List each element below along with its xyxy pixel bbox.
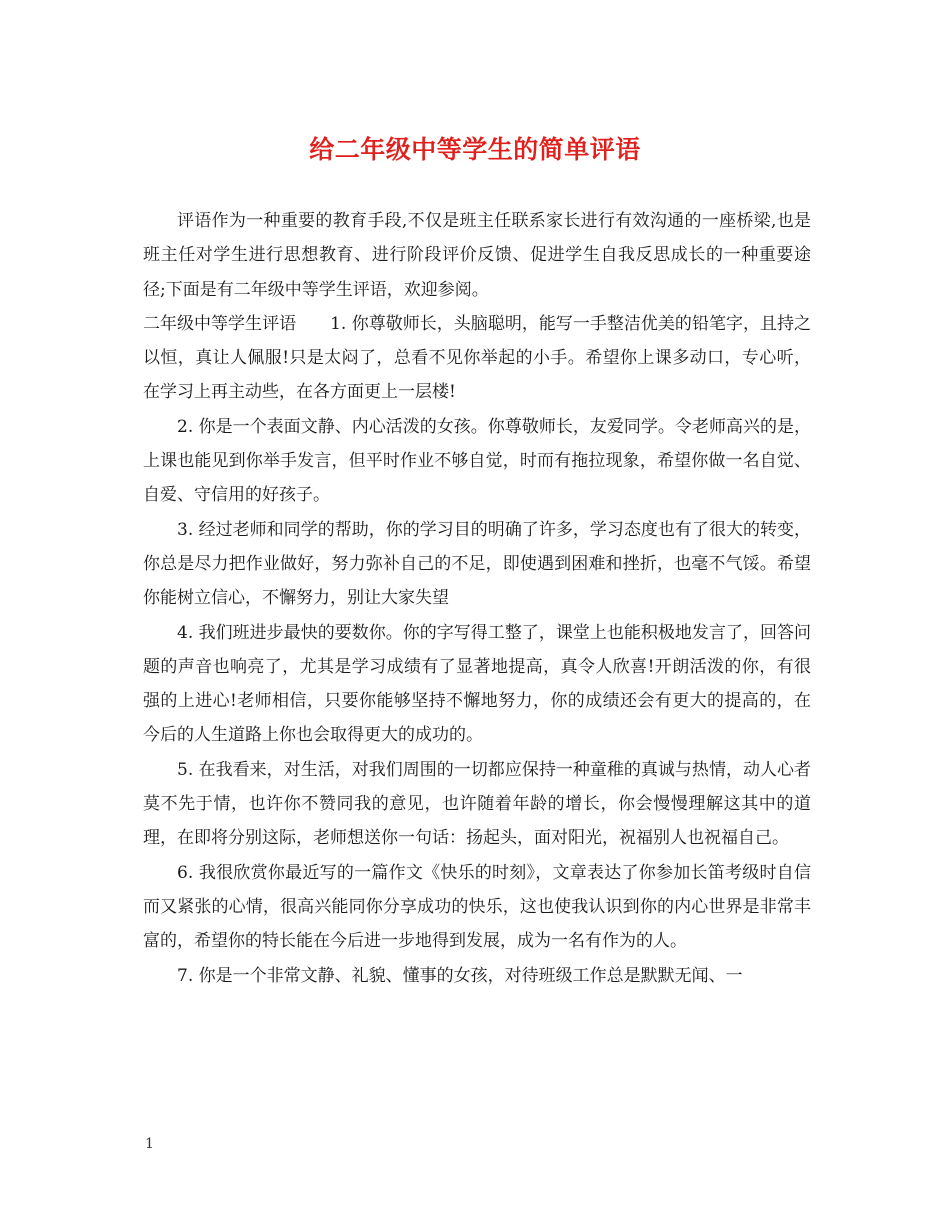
comment-paragraph-6: 6. 我很欣赏你最近写的一篇作文《快乐的时刻》，文章表达了你参加长笛考级时自信而又紧张的心情，很高兴能同你分享成功的快乐，这也使我认识到你的内心世界是非常丰富的，希望你的特长能在今后进一步地得到发展，成为一名有作为的人。 <box>143 862 811 952</box>
document-body <box>143 204 811 993</box>
comment-paragraph-2: 2. 你是一个表面文静、内心活泼的女孩。你尊敬师长，友爱同学。令老师高兴的是，上课也能见到你举手发言，但平时作业不够自觉，时而有拖拉现象，希望你做一名自觉、自爱、守信用的好孩子。 <box>143 416 811 506</box>
comment-paragraph-7: 7. 你是一个非常文静、礼貌、懂事的女孩，对待班级工作总是默默无闻、一 <box>177 965 743 986</box>
page-number: 1 <box>145 1136 154 1152</box>
comment-paragraph-1: 二年级中等学生评语 1. 你尊敬师长，头脑聪明，能写一手整洁优美的铅笔字，且持之以恒，真让人佩服!只是太闷了，总看不见你举起的小手。希望你上课多动口，专心听，在学习上再主动些，在各方面更上一层楼! <box>143 313 811 403</box>
intro-paragraph: 评语作为一种重要的教育手段,不仅是班主任联系家长进行有效沟通的一座桥梁,也是班主任对学生进行思想教育、进行阶段评价反馈、促进学生自我反思成长的一种重要途径;下面是有二年级中等学生评语，欢迎参阅。 <box>143 211 811 300</box>
document-title: 给二年级中等学生的简单评语 <box>309 135 641 164</box>
comment-paragraph-4: 4. 我们班进步最快的要数你。你的字写得工整了，课堂上也能积极地发言了，回答问题的声音也响亮了，尤其是学习成绩有了显著地提高，真令人欣喜!开朗活泼的你，有很强的上进心!老师相信，只要你能够坚持不懈地努力，你的成绩还会有更大的提高的，在今后的人生道路上你也会取得更大的成功的。 <box>143 622 811 746</box>
comment-paragraph-3: 3. 经过老师和同学的帮助，你的学习目的明确了许多，学习态度也有了很大的转变，你总是尽力把作业做好，努力弥补自己的不足，即使遇到困难和挫折，也毫不气馁。希望你能树立信心，不懈努力，别让大家失望 <box>143 519 811 609</box>
comment-paragraph-5: 5. 在我看来，对生活，对我们周围的一切都应保持一种童稚的真诚与热情，动人心者莫不先于情，也许你不赞同我的意见，也许随着年龄的增长，你会慢慢理解这其中的道理，在即将分别这际，老师想送你一句话：扬起头，面对阳光，祝福别人也祝福自己。 <box>143 759 811 849</box>
